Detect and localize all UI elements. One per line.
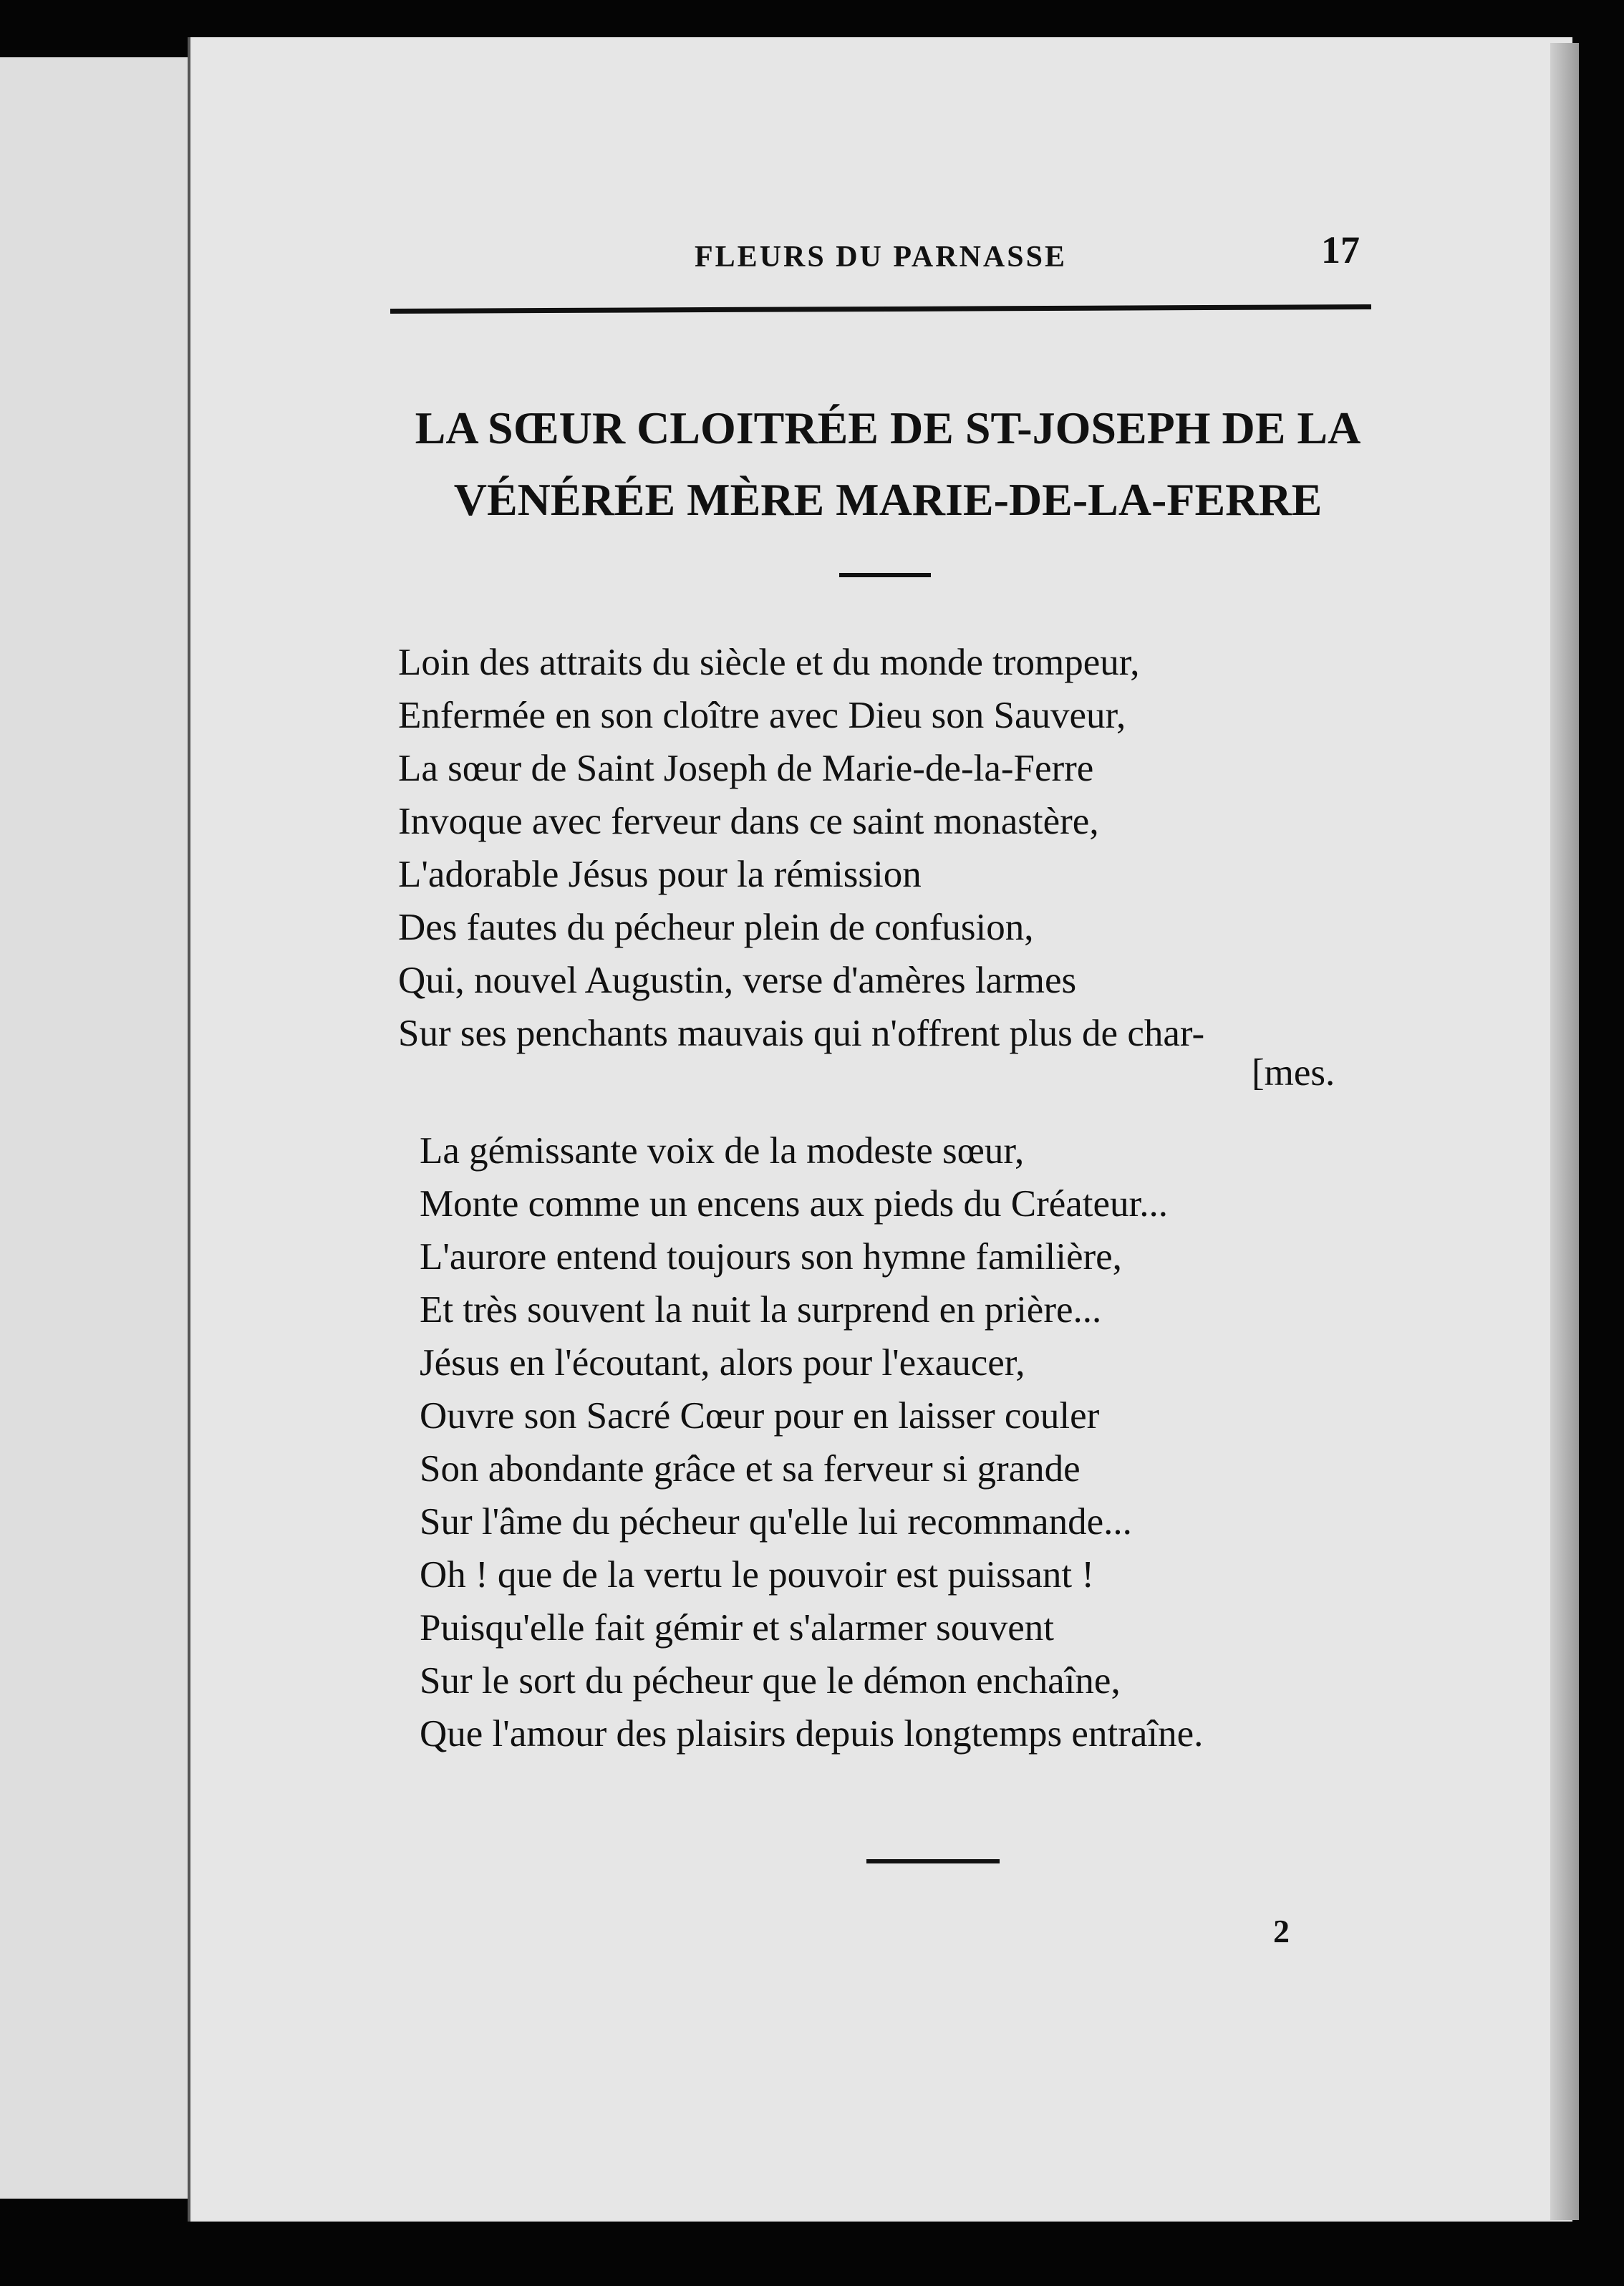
stanza-1 — [398, 636, 1204, 1060]
verse-line: Sur l'âme du pécheur qu'elle lui recommande... — [420, 1501, 1132, 1543]
verse-line: L'adorable Jésus pour la rémission — [398, 854, 922, 895]
verse-line: Sur ses penchants mauvais qui n'offrent plus de char- — [398, 1013, 1205, 1054]
verse-line: Loin des attraits du siècle et du monde trompeur, — [398, 642, 1140, 683]
verse-line: Jésus en l'écoutant, alors pour l'exaucer, — [420, 1342, 1025, 1384]
poem-title-line: LA SŒUR CLOITRÉE DE ST-JOSEPH DE LA — [415, 402, 1361, 453]
running-head: FLEURS DU PARNASSE — [695, 241, 1067, 274]
verse-line: Que l'amour des plaisirs depuis longtemps entraîne. — [420, 1713, 1204, 1755]
verse-line: La sœur de Saint Joseph de Marie-de-la-Ferre — [398, 748, 1094, 789]
verse-line: Sur le sort du pécheur que le démon enchaîne, — [420, 1660, 1121, 1702]
verse-line: Ouvre son Sacré Cœur pour en laisser couler — [420, 1395, 1100, 1437]
verse-line: Invoque avec ferveur dans ce saint monastère, — [398, 801, 1099, 842]
verse-line: La gémissante voix de la modeste sœur, — [420, 1130, 1025, 1172]
poem-title-line: VÉNÉRÉE MÈRE MARIE-DE-LA-FERRE — [453, 474, 1323, 525]
verse-line: Oh ! que de la vertu le pouvoir est puissant ! — [420, 1554, 1094, 1596]
verse-line: Enfermée en son cloître avec Dieu son Sauveur, — [398, 695, 1126, 736]
poem-title — [387, 392, 1389, 536]
verse-line: Monte comme un encens aux pieds du Créateur... — [420, 1183, 1168, 1225]
verse-line: Puisqu'elle fait gémir et s'alarmer souvent — [420, 1607, 1054, 1649]
signature-mark: 2 — [1273, 1913, 1290, 1949]
verse-line: Des fautes du pécheur plein de confusion, — [398, 907, 1034, 948]
title-separator — [839, 573, 931, 577]
stanza-2 — [420, 1124, 1203, 1760]
verse-line: L'aurore entend toujours son hymne familière, — [420, 1236, 1122, 1278]
end-rule — [866, 1859, 1000, 1863]
verse-carryover: [mes. — [1252, 1052, 1335, 1094]
verse-line: Et très souvent la nuit la surprend en prière... — [420, 1289, 1102, 1331]
verse-line: Son abondante grâce et sa ferveur si grande — [420, 1448, 1081, 1490]
page-number: 17 — [1321, 228, 1360, 271]
verse-line: Qui, nouvel Augustin, verse d'amères larmes — [398, 960, 1077, 1001]
facing-page — [0, 57, 201, 2199]
page-edge — [1550, 43, 1579, 2220]
